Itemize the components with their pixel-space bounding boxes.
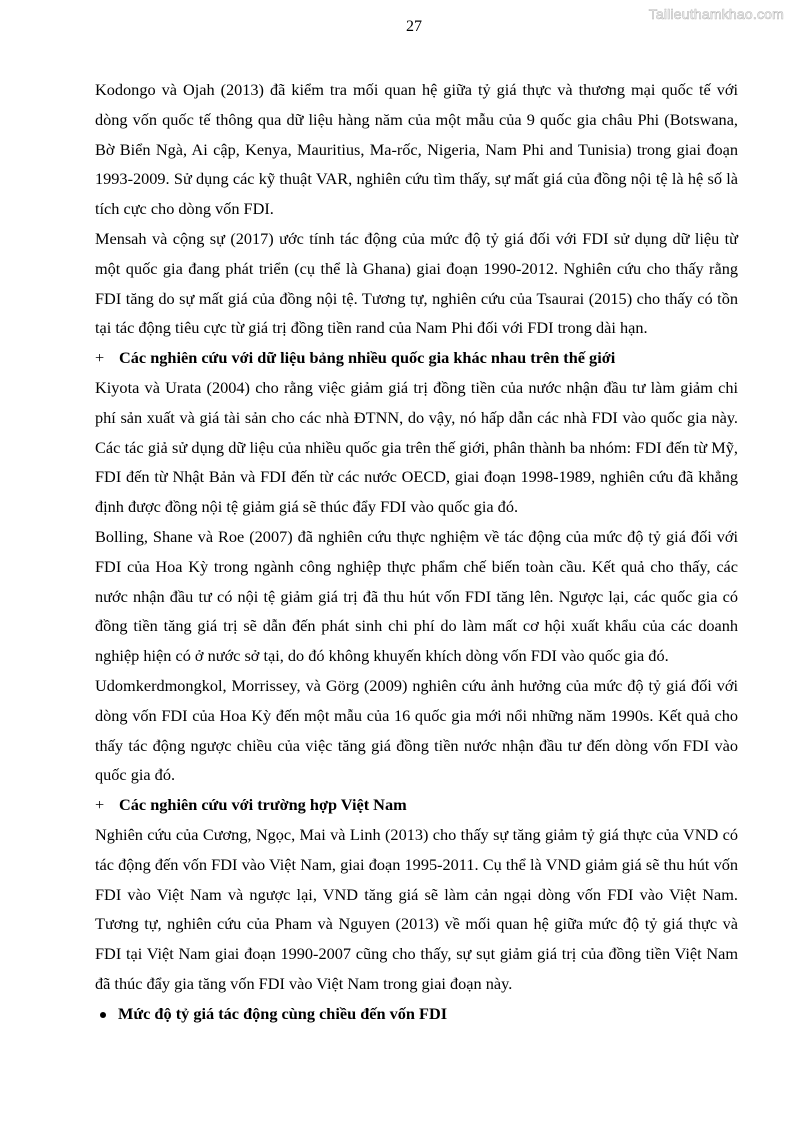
paragraph-udomkerdmongkol: Udomkerdmongkol, Morrissey, và Görg (2009) nghiên cứu ảnh hưởng của mức độ tỷ giá đối với dòng vốn FDI của Hoa Kỳ đến một mẫu của 16 quốc gia mới nổi những năm 1990s. Kết quả cho thấy tác động ngược chiều của việc tăng giá đồng tiền nước nhận đầu tư đến dòng vốn FDI vào quốc gia đó.	[95, 675, 738, 785]
bullet-heading-same-direction	[95, 999, 738, 1029]
bullet-heading-text: Mức độ tỷ giá tác động cùng chiều đến vốn FDI	[118, 1003, 448, 1023]
plus-marker: +	[95, 348, 105, 368]
section-heading-text: Các nghiên cứu với trường hợp Việt Nam	[119, 795, 407, 815]
document-body	[95, 75, 738, 1029]
paragraph-kiyota-urata: Kiyota và Urata (2004) cho rằng việc giảm giá trị đồng tiền của nước nhận đầu tư làm giảm chi phí sản xuất và giá tài sản cho các nhà ĐTNN, do vậy, nó hấp dẫn các nhà FDI vào quốc gia này. Các tác giả sử dụng dữ liệu của nhiều quốc gia trên thế giới, phân thành ba nhóm: FDI đến từ Mỹ, FDI đến từ Nhật Bản và FDI đến từ các nước OECD, giai đoạn 1998-1989, nghiên cứu đã khẳng định được đồng nội tệ giảm giá sẽ thúc đẩy FDI vào quốc gia đó.	[95, 377, 738, 517]
paragraph-mensah: Mensah và cộng sự (2017) ước tính tác động của mức độ tỷ giá đối với FDI sử dụng dữ liệu từ một quốc gia đang phát triển (cụ thể là Ghana) giai đoạn 1990-2012. Nghiên cứu cho thấy rằng FDI tăng do sự mất giá của đồng nội tệ. Tương tự, nghiên cứu của Tsaurai (2015) cho thấy có tồn tại tác động tiêu cực từ giá trị đồng tiền rand của Nam Phi đối với FDI trong dài hạn.	[95, 228, 738, 338]
page-number: 27	[406, 18, 422, 35]
watermark: Tailieuthamkhao.com	[648, 6, 784, 22]
paragraph-cuong-ngoc: Nghiên cứu của Cương, Ngọc, Mai và Linh (2013) cho thấy sự tăng giảm tỷ giá thực của VND có tác động đến vốn FDI vào Việt Nam, giai đoạn 1995-2011. Cụ thể là VND giảm giá sẽ thu hút vốn FDI vào Việt Nam và ngược lại, VND tăng giá sẽ làm cản ngại dòng vốn FDI vào Việt Nam. Tương tự, nghiên cứu của Pham và Nguyen (2013) về mối quan hệ giữa mức độ tỷ giá thực và FDI tại Việt Nam giai đoạn 1990-2007 cũng cho thấy, sự sụt giảm giá trị của đồng tiền Việt Nam đã thúc đẩy gia tăng vốn FDI vào Việt Nam trong giai đoạn này.	[95, 824, 738, 993]
section-heading-text: Các nghiên cứu với dữ liệu bảng nhiều quốc gia khác nhau trên thế giới	[119, 348, 616, 368]
section-heading-vietnam	[95, 790, 738, 820]
bullet-dot-icon	[100, 1012, 106, 1018]
plus-marker: +	[95, 795, 105, 815]
section-heading-multi-country	[95, 343, 738, 373]
paragraph-bolling: Bolling, Shane và Roe (2007) đã nghiên cứu thực nghiệm về tác động của mức độ tỷ giá đối với FDI của Hoa Kỳ trong ngành công nghiệp thực phẩm chế biến toàn cầu. Kết quả cho thấy, các nước nhận đầu tư có nội tệ giảm giá trị đã thu hút vốn FDI tăng lên. Ngược lại, các quốc gia có đồng tiền tăng giá trị sẽ dẫn đến phát sinh chi phí do làm mất cơ hội xuất khẩu của các doanh nghiệp hiện có ở nước sở tại, do đó không khuyến khích dòng vốn FDI vào quốc gia đó.	[95, 526, 738, 666]
paragraph-kodongo-ojah: Kodongo và Ojah (2013) đã kiểm tra mối quan hệ giữa tỷ giá thực và thương mại quốc tế với dòng vốn quốc tế thông qua dữ liệu hàng năm của một mẫu của 9 quốc gia châu Phi (Botswana, Bờ Biển Ngà, Ai cập, Kenya, Mauritius, Ma-rốc, Nigeria, Nam Phi and Tunisia) trong giai đoạn 1993-2009. Sử dụng các kỹ thuật VAR, nghiên cứu tìm thấy, sự mất giá của đồng nội tệ là hệ số là tích cực cho dòng vốn FDI.	[95, 80, 738, 219]
